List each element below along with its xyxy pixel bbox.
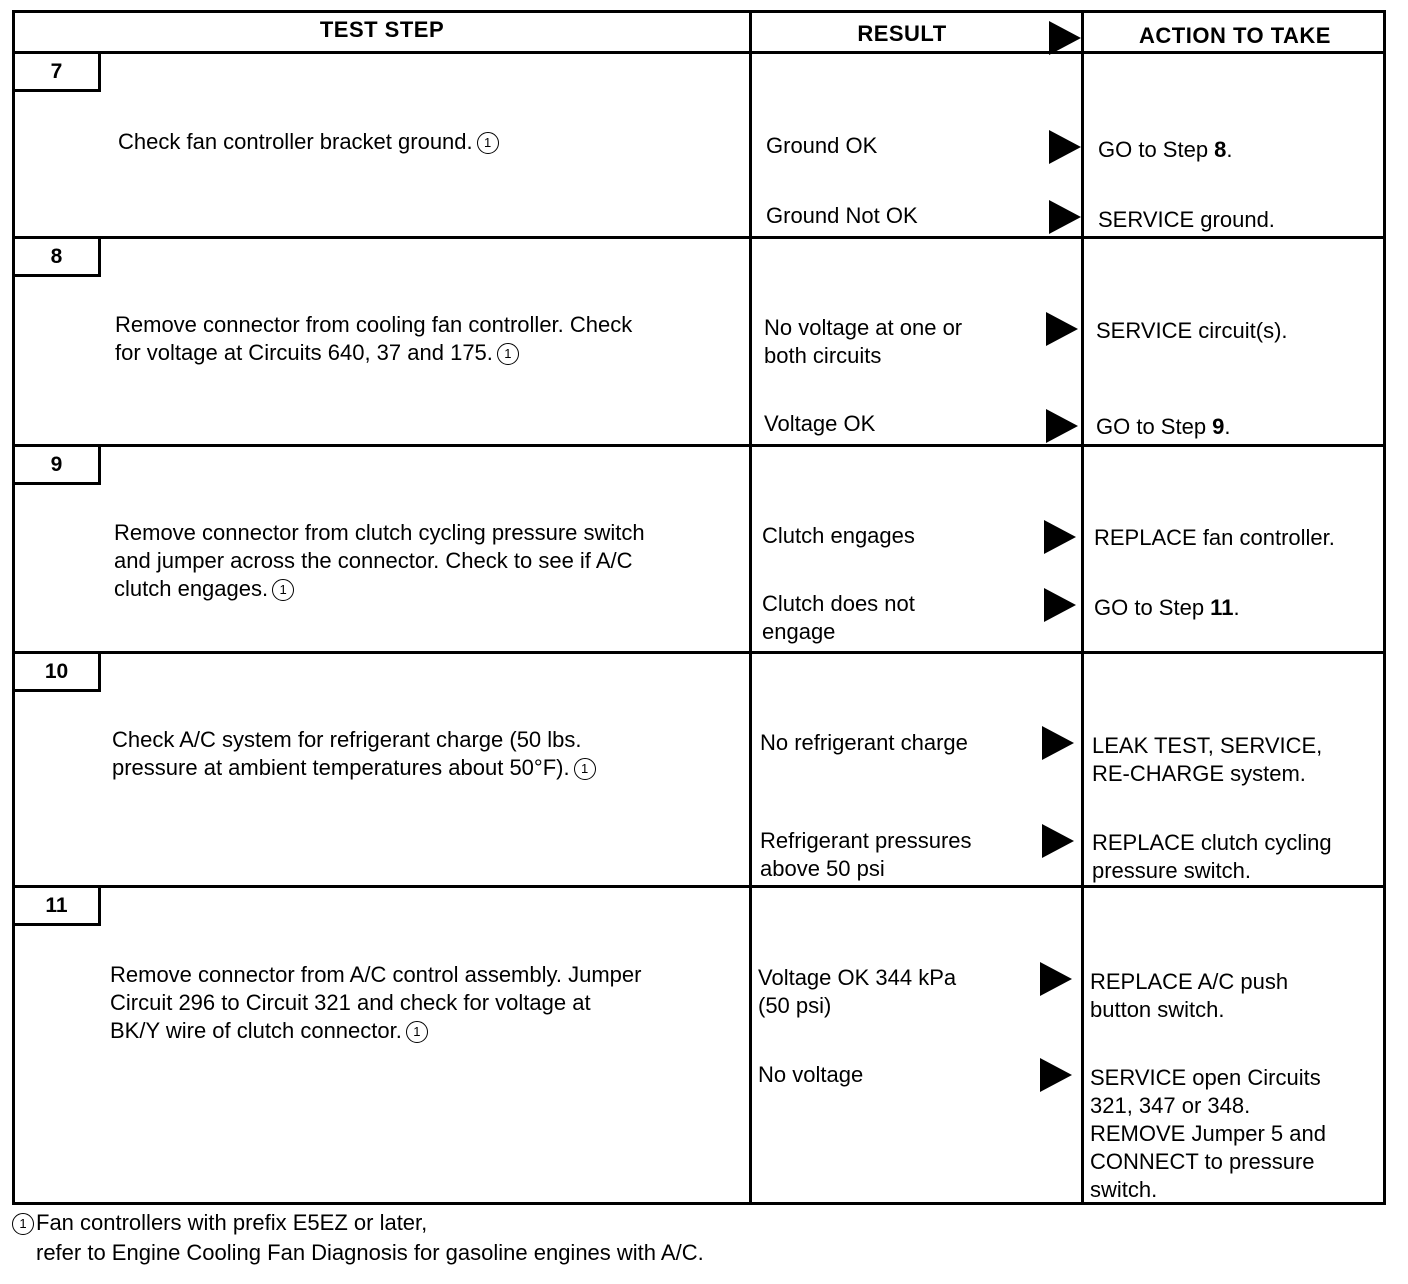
footnote-marker: 1 — [272, 579, 294, 601]
step-number: 9 — [15, 447, 101, 485]
arrow-icon — [1044, 588, 1076, 622]
step-number: 7 — [15, 54, 101, 92]
arrow-icon — [1046, 409, 1078, 443]
arrow-icon — [1046, 312, 1078, 346]
footnote-line: refer to Engine Cooling Fan Diagnosis for gasoline engines with A/C. — [36, 1240, 704, 1265]
action-text: REPLACE A/C push button switch. — [1090, 969, 1289, 1022]
result-text: Ground OK — [766, 133, 878, 158]
arrow-icon — [1040, 1058, 1072, 1092]
action-text: REPLACE clutch cycling pressure switch. — [1092, 830, 1332, 883]
footnote-line: 1 Fan controllers with prefix E5EZ or later, — [12, 1208, 704, 1238]
step-number: 8 — [15, 239, 101, 277]
action-text: SERVICE ground. — [1098, 207, 1275, 232]
action-text: GO to Step 9. — [1096, 414, 1231, 439]
arrow-icon — [1044, 520, 1076, 554]
column-divider — [749, 13, 752, 1202]
row-divider — [15, 651, 1383, 654]
arrow-icon — [1049, 130, 1081, 164]
footnote-marker: 1 — [406, 1021, 428, 1043]
diagnostic-table — [12, 10, 1386, 1205]
result-text: Clutch does not engage — [762, 591, 915, 644]
step-description: Remove connector from cooling fan controller. Check for voltage at Circuits 640, 37 and 175. 1 — [115, 312, 633, 365]
action-text: LEAK TEST, SERVICE, RE-CHARGE system. — [1092, 733, 1323, 786]
action-text: GO to Step 11. — [1094, 595, 1240, 620]
footnote-marker: 1 — [477, 132, 499, 154]
result-text: No voltage at one or both circuits — [764, 315, 963, 368]
result-text: No refrigerant charge — [760, 730, 968, 755]
step-description: Remove connector from A/C control assembly. Jumper Circuit 296 to Circuit 321 and check for voltage at BK/Y wire of clutch connector. 1 — [110, 962, 642, 1043]
step-description: Remove connector from clutch cycling pressure switch and jumper across the connector. Check to see if A/C clutch engages. 1 — [114, 520, 645, 601]
result-text: No voltage — [758, 1062, 864, 1087]
result-text: Voltage OK — [764, 411, 876, 436]
footnote-marker: 1 — [574, 758, 596, 780]
header-test-step: TEST STEP — [319, 17, 445, 42]
header-action: ACTION TO TAKE — [1139, 23, 1331, 48]
row-divider — [15, 444, 1383, 447]
arrow-icon — [1049, 200, 1081, 234]
header-arrow-icon — [1049, 21, 1081, 55]
footnote — [12, 1208, 704, 1268]
step-description: Check A/C system for refrigerant charge (50 lbs. pressure at ambient temperatures about 50°F). 1 — [112, 726, 596, 782]
action-text: GO to Step 8. — [1098, 137, 1233, 162]
arrow-icon — [1042, 726, 1074, 760]
row-divider — [15, 236, 1383, 239]
header-divider — [15, 51, 1383, 54]
action-text: SERVICE open Circuits 321, 347 or 348. REMOVE Jumper 5 and CONNECT to pressure switch. — [1090, 1065, 1326, 1202]
step-description: Check fan controller bracket ground. 1 — [118, 128, 499, 156]
column-divider — [1081, 13, 1084, 1202]
step-number: 10 — [15, 654, 101, 692]
result-text: Clutch engages — [762, 523, 915, 548]
header-result: RESULT — [857, 21, 947, 46]
result-text: Refrigerant pressures above 50 psi — [760, 828, 972, 881]
footnote-marker: 1 — [497, 343, 519, 365]
footnote-marker: 1 — [12, 1213, 34, 1235]
result-text: Ground Not OK — [766, 203, 918, 228]
step-number: 11 — [15, 888, 101, 926]
arrow-icon — [1040, 962, 1072, 996]
action-text: SERVICE circuit(s). — [1096, 318, 1288, 343]
result-text: Voltage OK 344 kPa (50 psi) — [758, 965, 957, 1018]
arrow-icon — [1042, 824, 1074, 858]
action-text: REPLACE fan controller. — [1094, 525, 1335, 550]
row-divider — [15, 885, 1383, 888]
